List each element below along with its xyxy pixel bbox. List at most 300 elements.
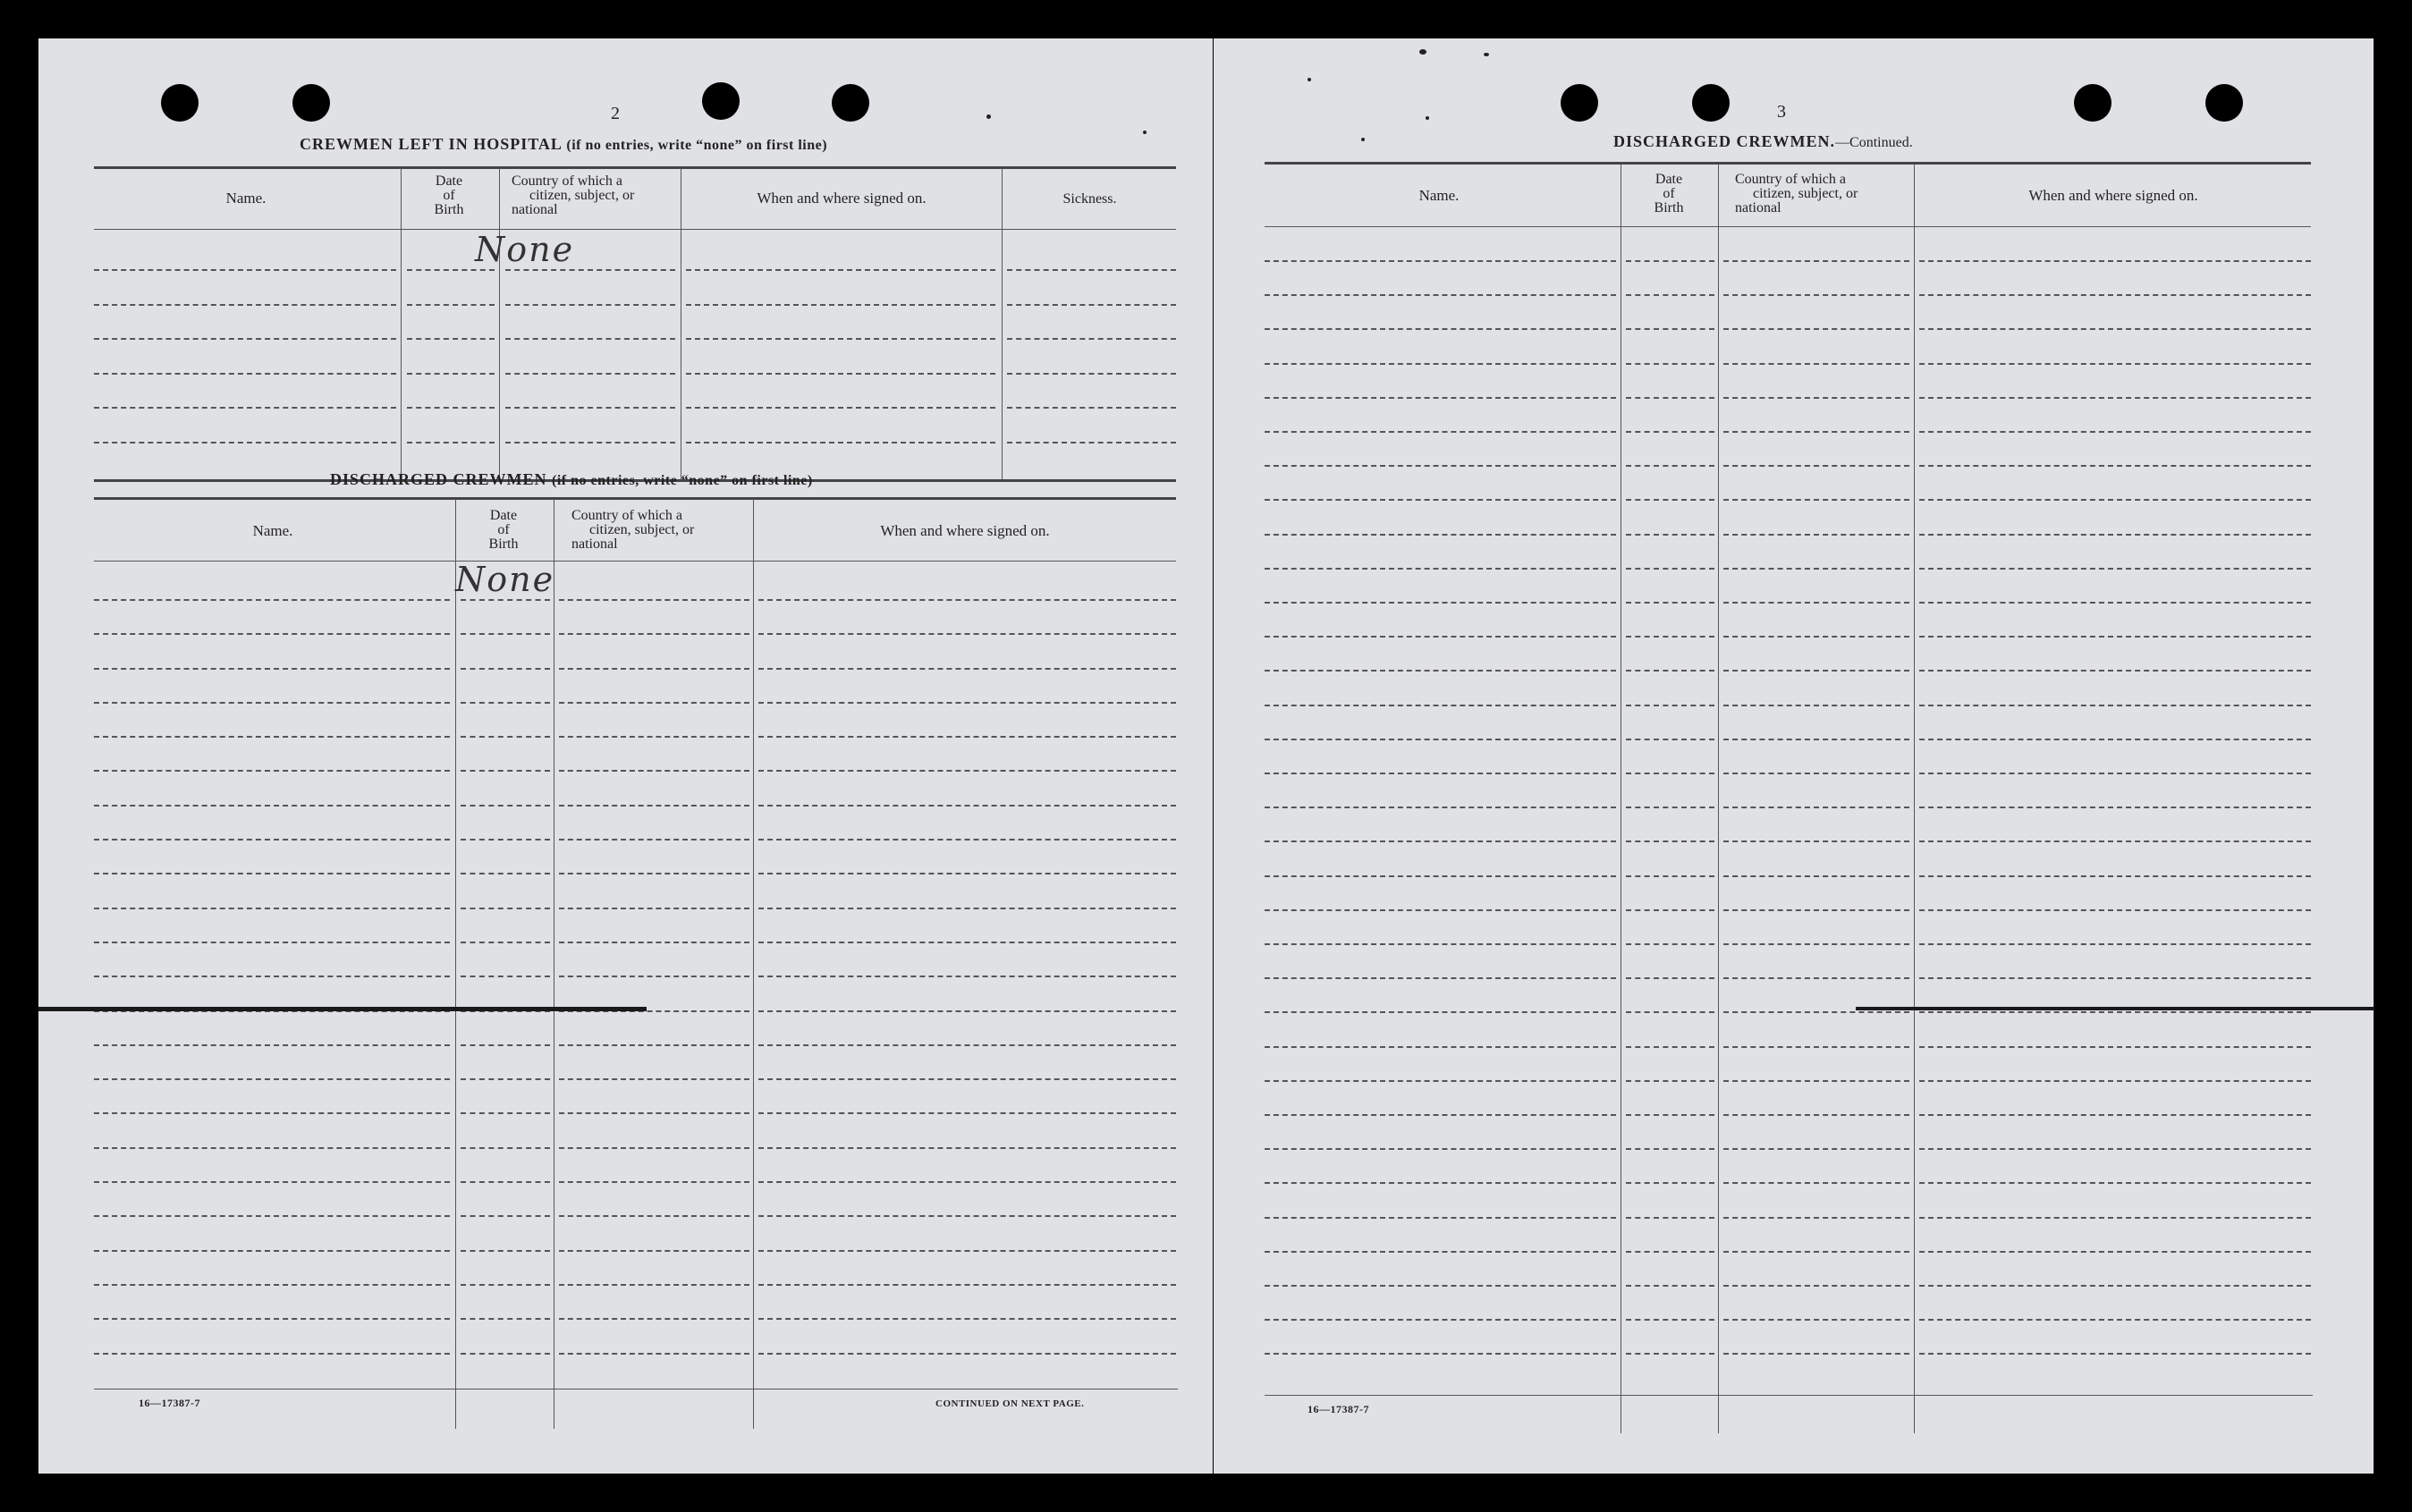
entry-line xyxy=(461,839,550,840)
rule xyxy=(1265,1395,2313,1396)
entry-line xyxy=(1626,1353,1714,1355)
entry-line xyxy=(94,373,396,375)
entry-line xyxy=(94,770,450,772)
entry-line xyxy=(559,1318,749,1320)
entry-line xyxy=(1723,397,1909,399)
entry-line xyxy=(407,373,495,375)
entry-line xyxy=(461,736,550,738)
entry-line xyxy=(1626,636,1714,638)
entry-line xyxy=(1919,568,2311,570)
entry-line xyxy=(1007,304,1176,306)
entry-line xyxy=(461,770,550,772)
entry-line xyxy=(1626,397,1714,399)
entry-line xyxy=(94,1044,450,1046)
entry-line xyxy=(1723,840,1909,842)
entry-line xyxy=(1265,465,1616,467)
entry-line xyxy=(1919,1217,2311,1219)
entry-line xyxy=(461,599,550,601)
entry-line xyxy=(505,407,675,409)
discharged-heading xyxy=(330,470,813,489)
continued-header-dob: Date of Birth xyxy=(1654,172,1684,215)
entry-line xyxy=(461,942,550,943)
entry-line xyxy=(758,668,1176,670)
entry-line xyxy=(461,1147,550,1149)
entry-line xyxy=(1919,875,2311,877)
entry-line xyxy=(94,599,450,601)
column-divider xyxy=(1002,168,1003,481)
entry-line xyxy=(94,942,450,943)
entry-line xyxy=(461,1112,550,1114)
entry-line xyxy=(1265,840,1616,842)
entry-line xyxy=(758,1353,1176,1355)
entry-line xyxy=(1265,363,1616,365)
entry-line xyxy=(758,1147,1176,1149)
entry-line xyxy=(94,338,396,340)
entry-line xyxy=(1007,407,1176,409)
entry-line xyxy=(1723,875,1909,877)
entry-line xyxy=(1265,534,1616,536)
page-fold xyxy=(38,1007,647,1011)
entry-line xyxy=(1626,1285,1714,1287)
continued-header-signed: When and where signed on. xyxy=(2028,187,2198,204)
entry-line xyxy=(758,1010,1176,1012)
punch-hole xyxy=(161,84,199,122)
form-code: 16—17387-7 xyxy=(139,1397,200,1409)
entry-line xyxy=(559,908,749,909)
entry-line xyxy=(1919,397,2311,399)
entry-line xyxy=(1723,431,1909,433)
entry-line xyxy=(1723,1114,1909,1116)
entry-line xyxy=(1626,1046,1714,1048)
entry-line xyxy=(1919,499,2311,501)
speck xyxy=(1143,131,1147,134)
entry-line xyxy=(1626,1319,1714,1321)
entry-line xyxy=(1265,636,1616,638)
entry-line xyxy=(1919,1182,2311,1184)
entry-line xyxy=(1626,568,1714,570)
entry-line xyxy=(1265,260,1616,262)
rule xyxy=(94,561,1176,562)
entry-line xyxy=(1626,1251,1714,1253)
entry-line xyxy=(1265,602,1616,604)
entry-line xyxy=(1919,670,2311,672)
hospital-header-name: Name. xyxy=(225,190,267,207)
entry-line xyxy=(1626,773,1714,774)
rule xyxy=(94,1389,1178,1390)
entry-line xyxy=(1723,773,1909,774)
entry-line xyxy=(94,407,396,409)
entry-line xyxy=(758,1181,1176,1183)
discharged-heading-text: DISCHARGED CREWMEN xyxy=(330,470,547,488)
entry-line xyxy=(1265,1217,1616,1219)
entry-line xyxy=(505,338,675,340)
entry-line xyxy=(94,1147,450,1149)
rule xyxy=(1265,162,2311,165)
speck xyxy=(1361,138,1365,141)
entry-line xyxy=(1723,1148,1909,1150)
continued-header-country: Country of which a citizen, subject, or national xyxy=(1735,172,1858,215)
entry-line xyxy=(1626,705,1714,706)
entry-line xyxy=(686,338,995,340)
entry-line xyxy=(1919,807,2311,808)
entry-line xyxy=(1265,1353,1616,1355)
entry-line xyxy=(1265,568,1616,570)
entry-line xyxy=(559,770,749,772)
entry-line xyxy=(559,839,749,840)
entry-line xyxy=(1723,1217,1909,1219)
entry-line xyxy=(1265,705,1616,706)
hospital-title-text: CREWMEN LEFT IN HOSPITAL xyxy=(300,135,562,153)
entry-line xyxy=(94,908,450,909)
page-number: 2 xyxy=(611,104,620,123)
entry-line xyxy=(1265,1148,1616,1150)
entry-line xyxy=(1723,363,1909,365)
entry-line xyxy=(758,1318,1176,1320)
entry-line xyxy=(1723,1251,1909,1253)
entry-line xyxy=(1626,1011,1714,1013)
entry-line xyxy=(461,668,550,670)
entry-line xyxy=(94,1078,450,1080)
rule xyxy=(94,229,1176,230)
entry-line xyxy=(461,1284,550,1286)
entry-line xyxy=(1265,807,1616,808)
discharged-heading-note: (if no entries, write “none” on first line) xyxy=(552,473,813,488)
entry-line xyxy=(461,1078,550,1080)
entry-line xyxy=(758,736,1176,738)
entry-line xyxy=(758,873,1176,874)
entry-line xyxy=(686,442,995,443)
entry-line xyxy=(686,373,995,375)
entry-line xyxy=(1919,705,2311,706)
entry-line xyxy=(758,1215,1176,1217)
entry-line xyxy=(1723,670,1909,672)
entry-line xyxy=(1265,977,1616,979)
entry-line xyxy=(505,373,675,375)
punch-hole xyxy=(832,84,869,122)
rule xyxy=(94,166,1176,169)
entry-line xyxy=(1919,431,2311,433)
entry-line xyxy=(1919,1251,2311,1253)
entry-line xyxy=(686,269,995,271)
entry-line xyxy=(1626,943,1714,945)
entry-line xyxy=(94,633,450,635)
entry-line xyxy=(407,442,495,443)
entry-line xyxy=(1626,431,1714,433)
entry-line xyxy=(407,338,495,340)
entry-line xyxy=(1626,977,1714,979)
continued-note: CONTINUED ON NEXT PAGE. xyxy=(935,1398,1085,1409)
entry-line xyxy=(1723,568,1909,570)
column-divider xyxy=(1914,164,1915,1433)
entry-line xyxy=(461,633,550,635)
entry-line xyxy=(559,1215,749,1217)
entry-line xyxy=(559,976,749,977)
entry-line xyxy=(559,1078,749,1080)
entry-line xyxy=(1919,773,2311,774)
entry-line xyxy=(1919,465,2311,467)
entry-line xyxy=(1723,294,1909,296)
rule xyxy=(94,497,1176,500)
entry-line xyxy=(1265,397,1616,399)
entry-line xyxy=(1265,499,1616,501)
entry-line xyxy=(1919,943,2311,945)
discharged-header-signed: When and where signed on. xyxy=(880,522,1050,539)
entry-line xyxy=(94,976,450,977)
entry-line xyxy=(94,873,450,874)
entry-line xyxy=(461,805,550,807)
entry-line xyxy=(1265,328,1616,330)
entry-line xyxy=(1919,1011,2311,1013)
entry-line xyxy=(1723,328,1909,330)
entry-line xyxy=(686,407,995,409)
entry-line xyxy=(1919,977,2311,979)
discharged-header-country: Country of which a citizen, subject, or national xyxy=(571,508,695,552)
entry-line xyxy=(758,976,1176,977)
entry-line xyxy=(461,1353,550,1355)
left-page xyxy=(38,38,1213,1474)
entry-line xyxy=(1007,338,1176,340)
continued-section-title xyxy=(1613,132,1913,151)
entry-line xyxy=(1626,840,1714,842)
entry-line xyxy=(505,304,675,306)
entry-line xyxy=(1919,534,2311,536)
entry-line xyxy=(1919,1080,2311,1082)
entry-line xyxy=(1265,1319,1616,1321)
punch-hole xyxy=(702,82,740,120)
entry-line xyxy=(1919,840,2311,842)
entry-line xyxy=(758,1250,1176,1252)
entry-line xyxy=(559,1353,749,1355)
entry-line xyxy=(758,770,1176,772)
entry-line xyxy=(758,633,1176,635)
speck xyxy=(986,114,991,119)
entry-line xyxy=(1919,909,2311,911)
entry-line xyxy=(1919,363,2311,365)
entry-line xyxy=(1723,977,1909,979)
entry-line xyxy=(1723,1285,1909,1287)
entry-line xyxy=(559,942,749,943)
entry-line xyxy=(1626,294,1714,296)
entry-line xyxy=(559,1250,749,1252)
punch-hole xyxy=(2074,84,2112,122)
column-divider xyxy=(753,499,754,1429)
entry-line xyxy=(1265,909,1616,911)
speck xyxy=(1484,53,1489,56)
entry-line xyxy=(1723,1046,1909,1048)
punch-hole xyxy=(1692,84,1730,122)
punch-hole xyxy=(292,84,330,122)
entry-line xyxy=(407,304,495,306)
entry-line xyxy=(1626,602,1714,604)
entry-line xyxy=(461,1318,550,1320)
entry-line xyxy=(1626,1080,1714,1082)
discharged-header-name: Name. xyxy=(252,522,293,539)
entry-line xyxy=(94,702,450,704)
entry-line xyxy=(1723,465,1909,467)
entry-line xyxy=(559,668,749,670)
entry-line xyxy=(1265,739,1616,740)
entry-line xyxy=(758,908,1176,909)
entry-line xyxy=(1723,260,1909,262)
entry-line xyxy=(758,599,1176,601)
entry-line xyxy=(1919,294,2311,296)
hospital-header-dob: Date of Birth xyxy=(434,173,464,217)
entry-line xyxy=(758,1112,1176,1114)
entry-line xyxy=(461,1215,550,1217)
entry-line xyxy=(94,1284,450,1286)
punch-hole xyxy=(1561,84,1598,122)
entry-line xyxy=(758,1044,1176,1046)
entry-line xyxy=(94,1181,450,1183)
entry-line xyxy=(1723,807,1909,808)
entry-line xyxy=(559,702,749,704)
entry-line xyxy=(1723,636,1909,638)
entry-line xyxy=(94,839,450,840)
entry-line xyxy=(1919,1114,2311,1116)
entry-line xyxy=(1626,1182,1714,1184)
form-code: 16—17387-7 xyxy=(1308,1403,1369,1415)
entry-line xyxy=(1007,442,1176,443)
entry-line xyxy=(1626,363,1714,365)
hospital-title-note: (if no entries, write “none” on first line) xyxy=(566,138,828,153)
entry-line xyxy=(1626,1217,1714,1219)
entry-line xyxy=(1626,739,1714,740)
entry-line xyxy=(461,873,550,874)
entry-line xyxy=(1626,465,1714,467)
entry-line xyxy=(1626,534,1714,536)
entry-line xyxy=(461,702,550,704)
entry-line xyxy=(1919,1285,2311,1287)
entry-line xyxy=(758,702,1176,704)
entry-line xyxy=(1919,739,2311,740)
entry-line xyxy=(461,1250,550,1252)
entry-line xyxy=(461,1044,550,1046)
entry-line xyxy=(686,304,995,306)
entry-line xyxy=(94,1318,450,1320)
entry-line xyxy=(559,1147,749,1149)
entry-line xyxy=(758,839,1176,840)
entry-line xyxy=(505,442,675,443)
column-divider xyxy=(1718,164,1719,1433)
column-divider xyxy=(499,168,500,481)
entry-line xyxy=(94,304,396,306)
entry-line xyxy=(1007,373,1176,375)
entry-line xyxy=(94,805,450,807)
entry-line xyxy=(94,1353,450,1355)
entry-line xyxy=(1265,943,1616,945)
entry-line xyxy=(559,736,749,738)
entry-line xyxy=(1919,636,2311,638)
entry-line xyxy=(461,1181,550,1183)
entry-line xyxy=(94,736,450,738)
entry-line xyxy=(1723,739,1909,740)
column-divider xyxy=(455,499,456,1429)
speck xyxy=(1426,116,1429,120)
entry-line xyxy=(1265,1182,1616,1184)
handwritten-entry: None xyxy=(455,560,555,599)
entry-line xyxy=(94,1250,450,1252)
entry-line xyxy=(1723,1011,1909,1013)
handwritten-entry: None xyxy=(475,230,575,269)
speck xyxy=(1419,49,1426,55)
column-divider xyxy=(401,168,402,481)
entry-line xyxy=(559,1284,749,1286)
entry-line xyxy=(758,942,1176,943)
entry-line xyxy=(559,599,749,601)
entry-line xyxy=(1265,294,1616,296)
entry-line xyxy=(1265,1251,1616,1253)
entry-line xyxy=(1626,807,1714,808)
entry-line xyxy=(505,269,675,271)
entry-line xyxy=(1723,1182,1909,1184)
entry-line xyxy=(1265,875,1616,877)
entry-line xyxy=(1626,499,1714,501)
entry-line xyxy=(1626,670,1714,672)
entry-line xyxy=(758,1284,1176,1286)
entry-line xyxy=(559,1044,749,1046)
entry-line xyxy=(1626,909,1714,911)
entry-line xyxy=(94,1112,450,1114)
entry-line xyxy=(1919,602,2311,604)
entry-line xyxy=(407,269,495,271)
entry-line xyxy=(461,976,550,977)
continued-title-suffix: —Continued. xyxy=(1835,135,1913,150)
page-fold xyxy=(1856,1007,2374,1010)
punch-hole xyxy=(2205,84,2243,122)
entry-line xyxy=(1723,1319,1909,1321)
hospital-header-sickness: Sickness. xyxy=(1062,191,1117,207)
entry-line xyxy=(1723,499,1909,501)
entry-line xyxy=(559,805,749,807)
entry-line xyxy=(1919,328,2311,330)
hospital-header-signed: When and where signed on. xyxy=(757,190,927,207)
entry-line xyxy=(758,805,1176,807)
entry-line xyxy=(1626,1148,1714,1150)
entry-line xyxy=(1626,328,1714,330)
entry-line xyxy=(1265,1114,1616,1116)
entry-line xyxy=(1626,875,1714,877)
entry-line xyxy=(94,269,396,271)
entry-line xyxy=(94,442,396,443)
entry-line xyxy=(1265,1011,1616,1013)
entry-line xyxy=(559,1112,749,1114)
entry-line xyxy=(1723,1080,1909,1082)
entry-line xyxy=(1265,773,1616,774)
entry-line xyxy=(1265,1046,1616,1048)
entry-line xyxy=(559,873,749,874)
entry-line xyxy=(1723,943,1909,945)
discharged-header-dob: Date of Birth xyxy=(488,508,519,552)
entry-line xyxy=(94,1215,450,1217)
entry-line xyxy=(1626,1114,1714,1116)
entry-line xyxy=(407,407,495,409)
entry-line xyxy=(1723,909,1909,911)
entry-line xyxy=(1723,1353,1909,1355)
page-number: 3 xyxy=(1777,102,1786,122)
speck xyxy=(1308,78,1311,81)
rule xyxy=(1265,226,2311,227)
entry-line xyxy=(461,908,550,909)
entry-line xyxy=(1265,1080,1616,1082)
entry-line xyxy=(1723,602,1909,604)
entry-line xyxy=(1265,431,1616,433)
entry-line xyxy=(1007,269,1176,271)
entry-line xyxy=(758,1078,1176,1080)
entry-line xyxy=(1919,1319,2311,1321)
entry-line xyxy=(1723,705,1909,706)
continued-title-text: DISCHARGED CREWMEN. xyxy=(1613,132,1836,150)
right-page xyxy=(1214,38,2374,1474)
